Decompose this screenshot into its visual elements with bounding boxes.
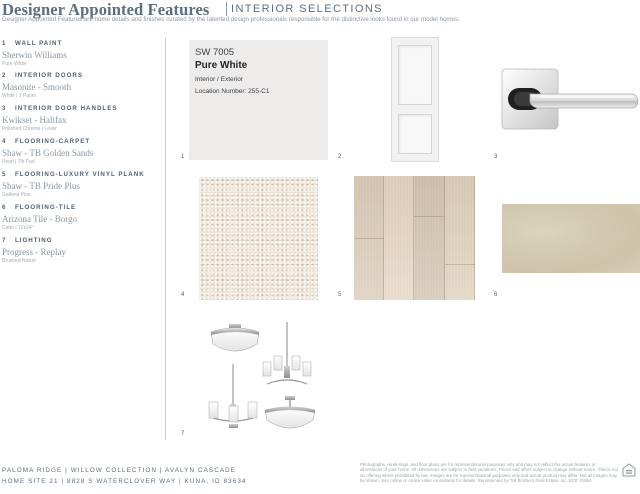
- product-detail: Galleria Pine: [2, 192, 31, 198]
- tile-swatch: [502, 204, 640, 273]
- product-detail: White | 2 Panel: [2, 93, 36, 99]
- category-flooring-tile: [2, 204, 152, 231]
- product-name: Progress - Replay: [2, 247, 66, 257]
- category-title: FLOORING-CARPET: [15, 138, 91, 145]
- category-number: 4: [2, 138, 7, 145]
- product-detail: Polished Chrome | Lever: [2, 126, 57, 132]
- category-number: 6: [2, 204, 7, 211]
- title-divider: [226, 2, 227, 16]
- page-subtitle: INTERIOR SELECTIONS: [231, 3, 383, 15]
- swatch-number-6: 6: [494, 292, 498, 298]
- door-upper-panel: [398, 45, 432, 105]
- paint-use: Interior / Exterior: [195, 76, 244, 83]
- category-title: FLOORING-TILE: [15, 204, 77, 211]
- paint-swatch: [189, 40, 328, 160]
- product-name: Kwikset - Halifax: [2, 115, 67, 125]
- paint-code: SW 7005: [195, 47, 235, 58]
- product-detail: Pure White: [2, 61, 27, 67]
- category-number: 5: [2, 171, 7, 178]
- carpet-swatch: [199, 177, 318, 300]
- equal-housing-icon: [622, 463, 636, 482]
- intro-text: Designer Appointed Features are home details and finishes curated by the talented design professionals responsible for the distinctive looks found in our model homes.: [2, 16, 460, 23]
- category-number: 2: [2, 72, 7, 79]
- door-handle-image: [500, 68, 640, 130]
- lever-handle-icon: [500, 68, 640, 130]
- paint-location: Location Number: 255-C1: [195, 88, 270, 95]
- swatch-number-5: 5: [338, 292, 342, 298]
- product-name: Arizona Tile - Borgo: [2, 214, 78, 224]
- swatch-number-4: 4: [181, 292, 185, 298]
- category-title: WALL PAINT: [15, 40, 63, 47]
- product-detail: Cotto | 12x24": [2, 225, 34, 231]
- category-wall-paint: [2, 40, 152, 67]
- product-detail: Brushed Nickel: [2, 258, 36, 264]
- product-name: Masonite - Smooth: [2, 82, 71, 92]
- category-title: FLOORING-LUXURY VINYL PLANK: [15, 171, 145, 178]
- lighting-image: [205, 320, 325, 442]
- category-lighting: [2, 237, 152, 264]
- footer-line-1: PALOMA RIDGE | WILLOW COLLECTION | AVALYN CASCADE: [2, 467, 237, 474]
- footer-line-2: HOME SITE 21 | 8828 S WATERCLOVER WAY | KUNA, ID 83634: [2, 478, 247, 485]
- page-title: Designer Appointed Features: [2, 0, 210, 19]
- product-name: Shaw - TB Golden Sands: [2, 148, 94, 158]
- swatch-number-2: 2: [338, 154, 342, 160]
- community-info: [2, 465, 247, 487]
- category-flooring-vinyl: [2, 171, 152, 198]
- product-name: Sherwin Williams: [2, 50, 67, 60]
- door-image: [391, 37, 439, 162]
- product-detail: Pearl | 7lb Pad: [2, 159, 35, 165]
- category-title: INTERIOR DOORS: [15, 72, 83, 79]
- swatch-number-3: 3: [494, 154, 498, 160]
- column-divider: [165, 38, 166, 440]
- vinyl-plank-swatch: [354, 176, 475, 300]
- category-title: LIGHTING: [15, 237, 53, 244]
- door-lower-panel: [398, 114, 432, 154]
- page-header: [2, 0, 638, 28]
- light-fixtures-icon: [205, 320, 325, 442]
- category-interior-doors: [2, 72, 152, 99]
- legal-disclaimer: Photographs, renderings, and floor plans are for representational purposes only and may not reflect the actual features or dimensions of your home. All dimensions are subject to field variations. Prices and offers subject to change without notice. This is not an offering where prohibited by law. Images are for representational purposes only and actual product may differ. Not all images may be shown. See online or onsite sales consultants for details. Represented by Toll Brothers Real Estate, Inc. DCE #1854: [360, 462, 618, 484]
- swatch-number-7: 7: [181, 431, 185, 437]
- category-flooring-carpet: [2, 138, 152, 165]
- swatch-number-1: 1: [181, 154, 185, 160]
- paint-name: Pure White: [195, 60, 248, 71]
- category-number: 1: [2, 40, 7, 47]
- category-title: INTERIOR DOOR HANDLES: [15, 105, 118, 112]
- category-door-handles: [2, 105, 152, 132]
- product-name: Shaw - TB Pride Plus: [2, 181, 80, 191]
- category-number: 3: [2, 105, 7, 112]
- category-number: 7: [2, 237, 7, 244]
